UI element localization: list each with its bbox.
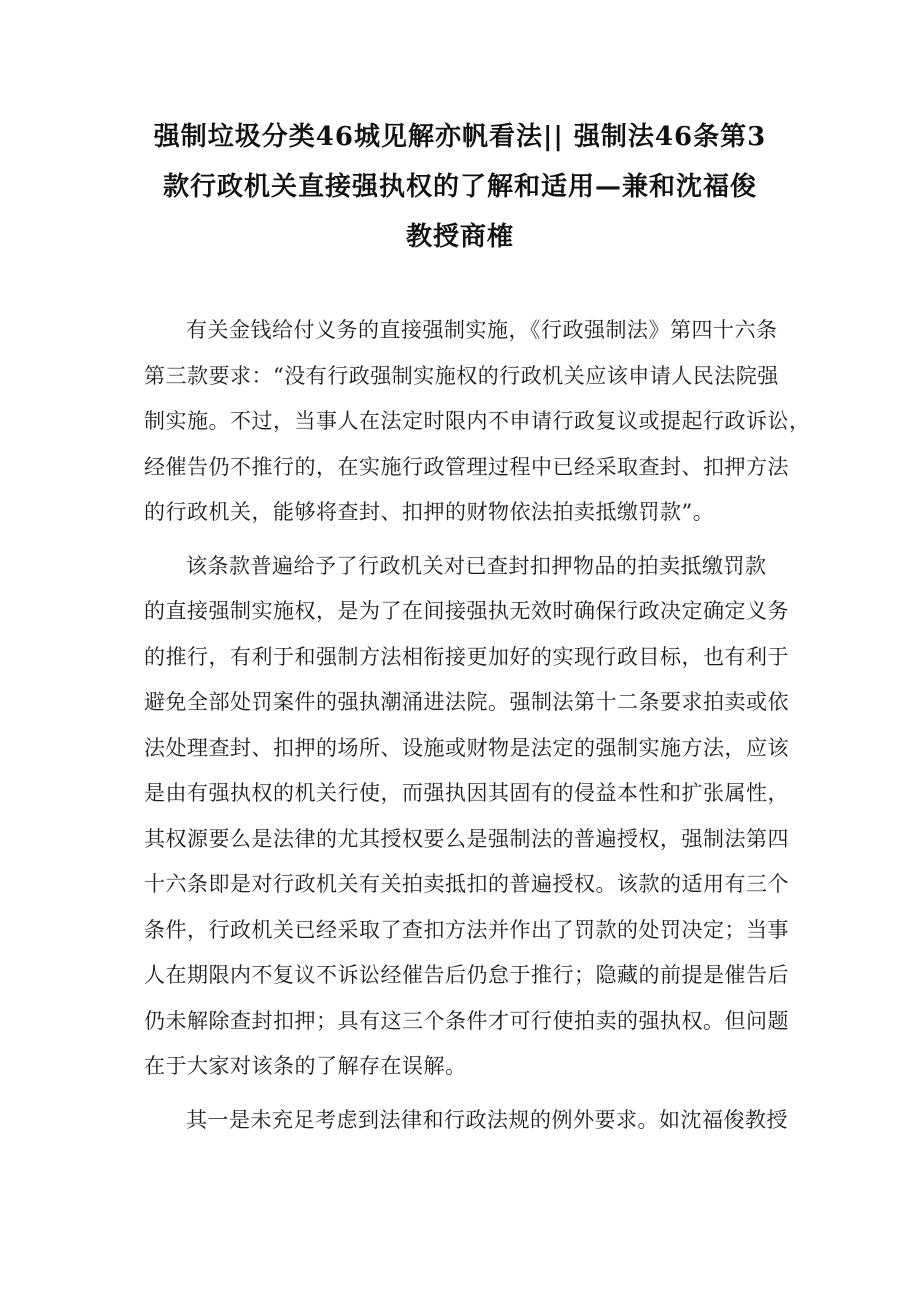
text-line: 的直接强制实施权，是为了在间接强执无效时确保行政决定确定义务: [144, 599, 789, 623]
title-line: 教授商榷: [405, 222, 514, 252]
text-line: 有关金钱给付义务的直接强制实施，《行政强制法》第四十六条: [186, 318, 778, 342]
text-line: 第三款要求：“没有行政强制实施权的行政机关应该申请人民法院强: [144, 363, 779, 388]
document-body: [144, 308, 811, 1143]
text-line: 条件，行政机关已经采取了查扣方法并作出了罚款的处罚决定；当事: [144, 917, 789, 942]
text-line: 仍未解除查封扣押；具有这三个条件才可行使拍卖的强执权。但问题: [144, 1008, 789, 1033]
paragraph-gap: [144, 536, 796, 544]
text-line: 是由有强执权的机关行使，而强执因其固有的侵益本性和扩张属性，: [144, 781, 789, 805]
document-title: [120, 112, 800, 262]
paragraph-gap: [144, 1090, 796, 1098]
text-line: 在于大家对该条的了解存在误解。: [144, 1054, 467, 1078]
text-line: 人在期限内不复议不诉讼经催告后仍怠于推行；隐藏的前提是催告后: [144, 963, 789, 987]
title-line: 强制垃圾分类46城见解亦帆看法|| 强制法46条第3: [153, 122, 767, 152]
text-line: 的行政机关，能够将查封、扣押的财物依法拍卖抵缴罚款”。: [144, 500, 715, 524]
text-line: 其权源要么是法律的尤其授权要么是强制法的普遍授权，强制法第四: [144, 826, 789, 851]
paragraph-3: [144, 1098, 796, 1144]
paragraph-2: [144, 544, 796, 1090]
text-line: 其一是未充足考虑到法律和行政法规的例外要求。如沈福俊教授: [186, 1107, 788, 1132]
text-line: 经催告仍不推行的，在实施行政管理过程中已经采取查封、扣押方法: [144, 454, 789, 479]
title-line: 款行政机关直接强执权的了解和适用—兼和沈福俊: [162, 172, 757, 202]
text-line: 制实施。不过，当事人在法定时限内不申请行政复议或提起行政诉讼，: [144, 409, 811, 433]
text-line: 该条款普遍给予了行政机关对已查封扣押物品的拍卖抵缴罚款: [186, 553, 767, 578]
text-line: 的推行，有利于和强制方法相衔接更加好的实现行政目标，也有利于: [144, 644, 789, 669]
text-line: 十六条即是对行政机关有关拍卖抵扣的普遍授权。该款的适用有三个: [144, 872, 789, 896]
text-line: 法处理查封、扣押的场所、设施或财物是法定的强制实施方法，应该: [144, 735, 789, 760]
paragraph-1: [144, 308, 811, 536]
text-line: 避免全部处罚案件的强执潮涌进法院。强制法第十二条要求拍卖或依: [144, 690, 789, 714]
